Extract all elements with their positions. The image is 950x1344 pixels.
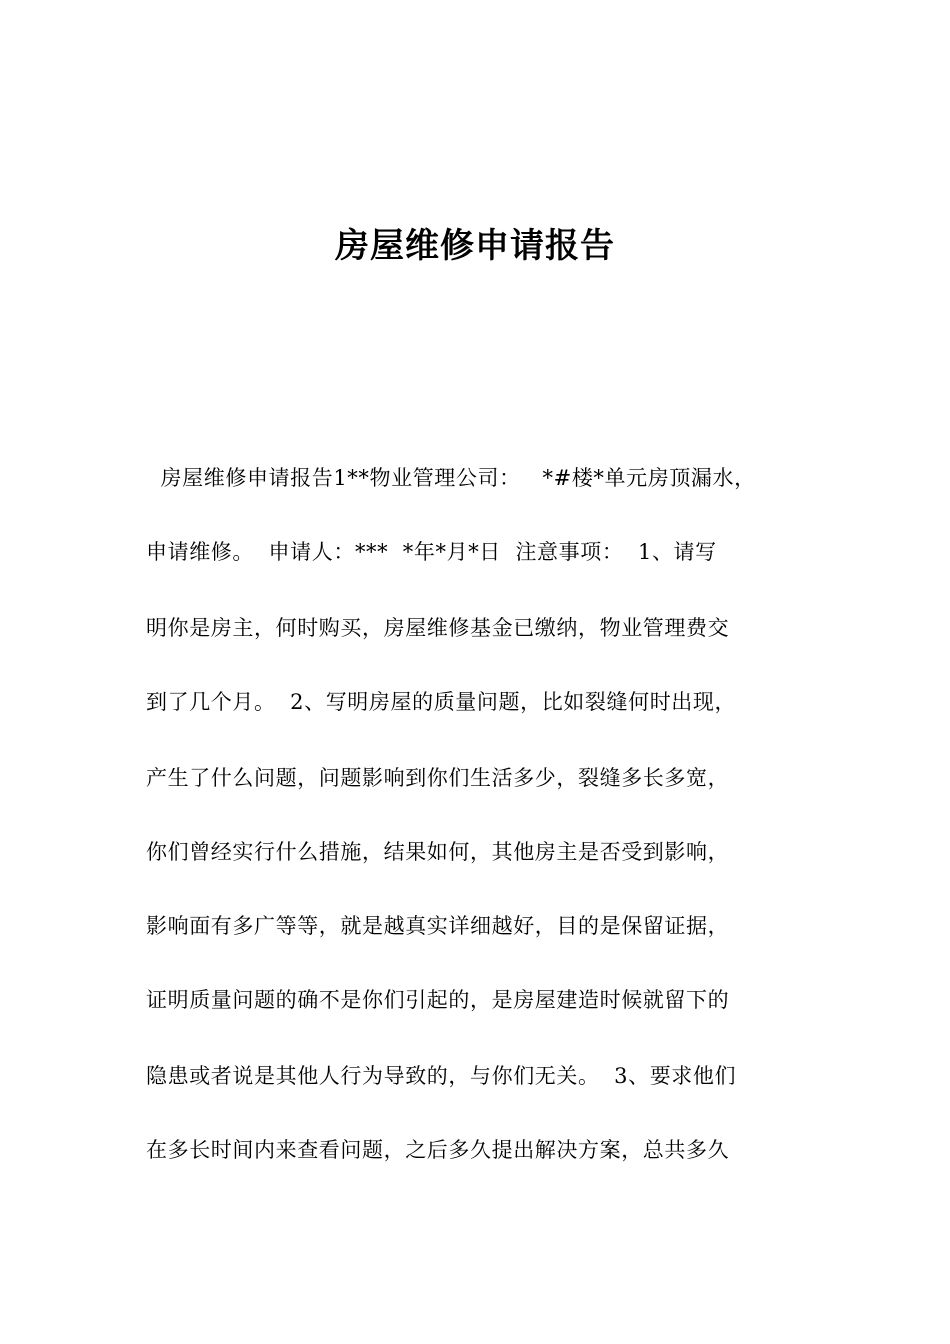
- body-line-10: 在多长时间内来查看问题，之后多久提出解决方案，总共多久: [146, 1138, 730, 1162]
- body-line-8: 证明质量问题的确不是你们引起的，是房屋建造时候就留下的: [146, 988, 730, 1012]
- body-line-7: 影响面有多广等等，就是越真实详细越好，目的是保留证据，: [146, 914, 730, 938]
- body-line-9: 隐患或者说是其他人行为导致的，与你们无关。 3、要求他们: [146, 1064, 737, 1088]
- body-line-2: 申请维修。 申请人：*** *年*月*日 注意事项： 1、请写: [146, 540, 717, 564]
- body-line-5: 产生了什么问题，问题影响到你们生活多少，裂缝多长多宽，: [146, 766, 730, 790]
- body-line-1: 房屋维修申请报告1**物业管理公司： *#楼*单元房顶漏水，: [146, 466, 756, 490]
- document-title: 房屋维修申请报告: [335, 226, 615, 266]
- body-line-4: 到了几个月。 2、写明房屋的质量问题，比如裂缝何时出现，: [146, 690, 737, 714]
- body-line-6: 你们曾经实行什么措施，结果如何，其他房主是否受到影响，: [146, 840, 730, 864]
- body-line-3: 明你是房主，何时购买，房屋维修基金已缴纳，物业管理费交: [146, 616, 730, 640]
